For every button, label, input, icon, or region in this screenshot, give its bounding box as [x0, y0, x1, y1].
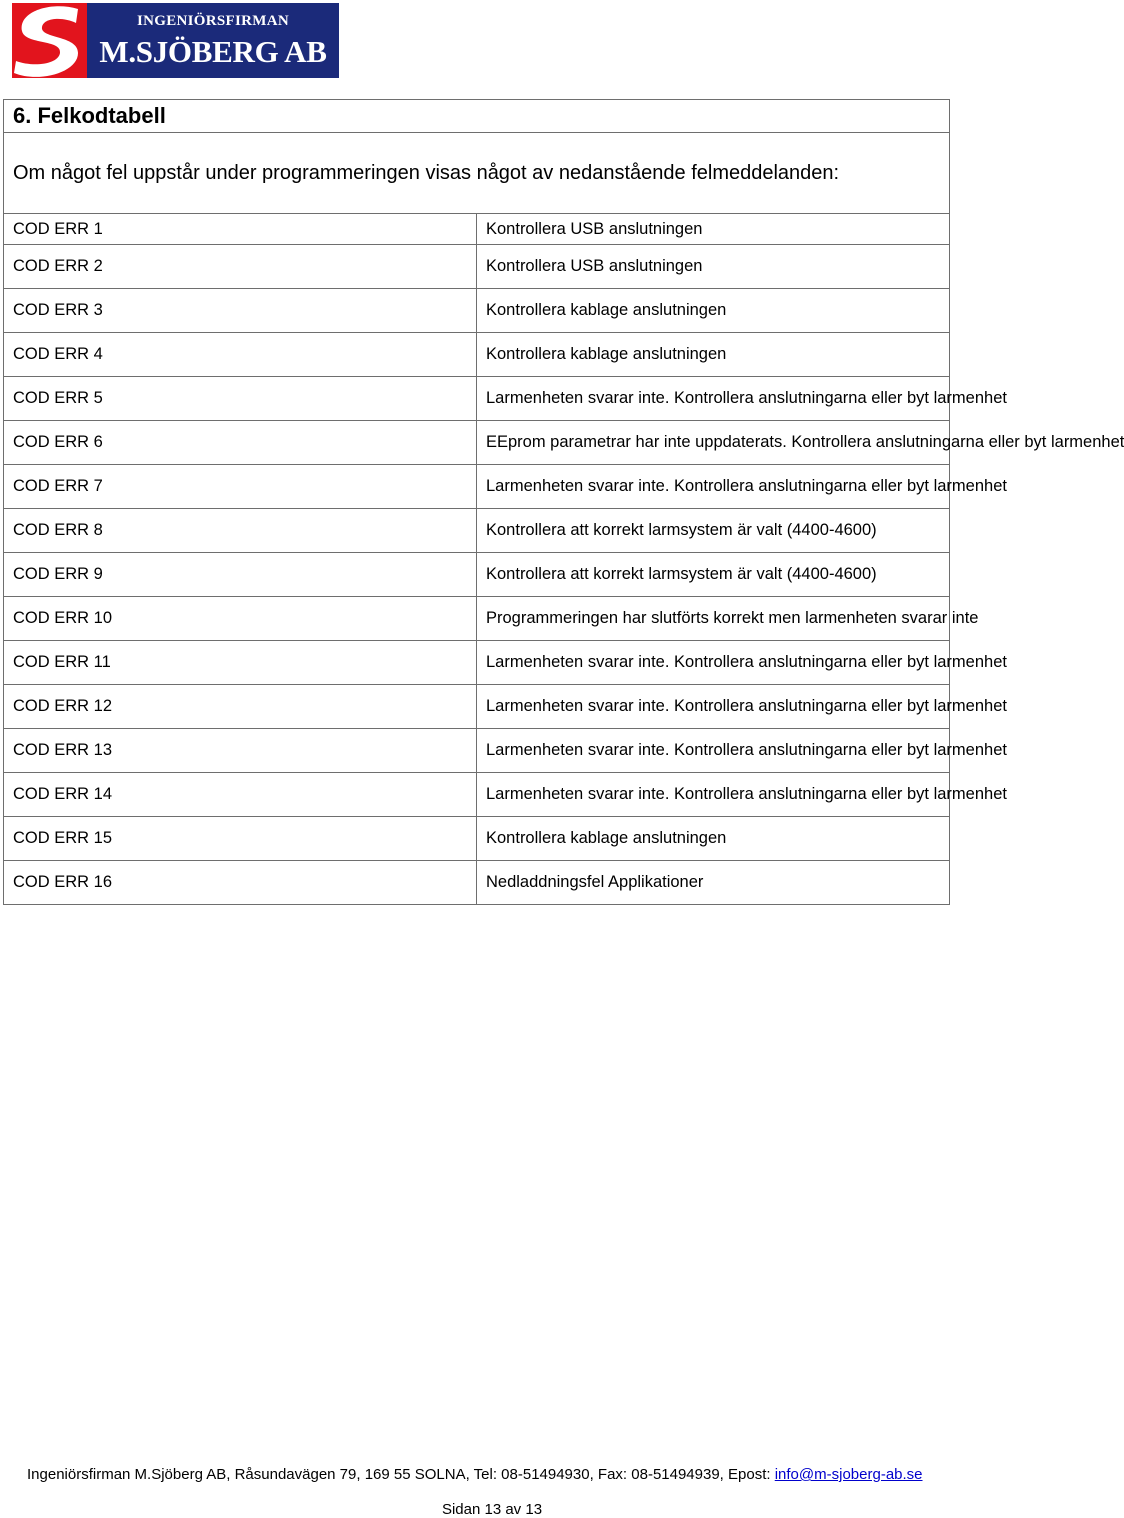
error-code: COD ERR 2: [4, 245, 477, 289]
table-row: [4, 729, 950, 773]
error-code: COD ERR 16: [4, 861, 477, 905]
table-row: [4, 597, 950, 641]
error-message: Larmenheten svarar inte. Kontrollera anslutningarna eller byt larmenhet: [477, 641, 950, 685]
error-code: COD ERR 10: [4, 597, 477, 641]
error-message: Kontrollera USB anslutningen: [477, 214, 950, 245]
footer-address: [27, 1466, 923, 1483]
table-row: [4, 333, 950, 377]
footer-email-link[interactable]: info@m-sjoberg-ab.se: [774, 1466, 923, 1483]
section-title: 6. Felkodtabell: [4, 100, 950, 133]
error-message: Kontrollera kablage anslutningen: [477, 817, 950, 861]
page-number: Sidan 13 av 13: [441, 1501, 543, 1518]
error-code: COD ERR 9: [4, 553, 477, 597]
error-code: COD ERR 7: [4, 465, 477, 509]
error-message: Larmenheten svarar inte. Kontrollera anslutningarna eller byt larmenhet: [477, 377, 950, 421]
logo-line1: INGENIÖRSFIRMAN: [136, 13, 289, 29]
error-message: Programmeringen har slutförts korrekt men larmenheten svarar inte: [477, 597, 950, 641]
error-code: COD ERR 8: [4, 509, 477, 553]
logo-text-block: [87, 3, 339, 78]
error-code: COD ERR 1: [4, 214, 477, 245]
error-message: Kontrollera kablage anslutningen: [477, 289, 950, 333]
error-message: Larmenheten svarar inte. Kontrollera anslutningarna eller byt larmenhet: [477, 465, 950, 509]
table-row: [4, 817, 950, 861]
logo-s-mark: [12, 3, 87, 78]
error-message: Nedladdningsfel Applikationer: [477, 861, 950, 905]
error-message: Kontrollera kablage anslutningen: [477, 333, 950, 377]
table-row: [4, 641, 950, 685]
error-code: COD ERR 4: [4, 333, 477, 377]
table-row: [4, 245, 950, 289]
title-row: [4, 100, 950, 133]
error-message: Larmenheten svarar inte. Kontrollera anslutningarna eller byt larmenhet: [477, 729, 950, 773]
table-row: [4, 465, 950, 509]
error-message: Kontrollera USB anslutningen: [477, 245, 950, 289]
error-code: COD ERR 11: [4, 641, 477, 685]
error-code-table: [3, 99, 1124, 905]
table-row: [4, 214, 950, 245]
table-row: [4, 377, 950, 421]
logo-line2: M.SJÖBERG AB: [99, 34, 327, 69]
company-logo: [12, 3, 339, 78]
error-code: COD ERR 13: [4, 729, 477, 773]
error-code: COD ERR 6: [4, 421, 477, 465]
error-code: COD ERR 5: [4, 377, 477, 421]
table-row: [4, 861, 950, 905]
error-message: EEprom parametrar har inte uppdaterats. Kontrollera anslutningarna eller byt larmenhet: [477, 421, 950, 465]
intro-row: [4, 133, 950, 214]
error-message: Kontrollera att korrekt larmsystem är valt (4400-4600): [477, 509, 950, 553]
table-row: [4, 773, 950, 817]
table-row: [4, 421, 950, 465]
table-row: [4, 289, 950, 333]
error-code: COD ERR 12: [4, 685, 477, 729]
error-code: COD ERR 14: [4, 773, 477, 817]
error-message: Larmenheten svarar inte. Kontrollera anslutningarna eller byt larmenhet: [477, 773, 950, 817]
error-message: Larmenheten svarar inte. Kontrollera anslutningarna eller byt larmenhet: [477, 685, 950, 729]
error-message: Kontrollera att korrekt larmsystem är valt (4400-4600): [477, 553, 950, 597]
error-code: COD ERR 3: [4, 289, 477, 333]
error-code: COD ERR 15: [4, 817, 477, 861]
section-intro: Om något fel uppstår under programmeringen visas något av nedanstående felmeddelanden:: [4, 133, 950, 214]
table-row: [4, 509, 950, 553]
table-row: [4, 553, 950, 597]
table-row: [4, 685, 950, 729]
footer-address-text: Ingeniörsfirman M.Sjöberg AB, Råsundavägen 79, 169 55 SOLNA, Tel: 08-51494930, Fax: 08-51494939, Epost:: [27, 1466, 775, 1483]
